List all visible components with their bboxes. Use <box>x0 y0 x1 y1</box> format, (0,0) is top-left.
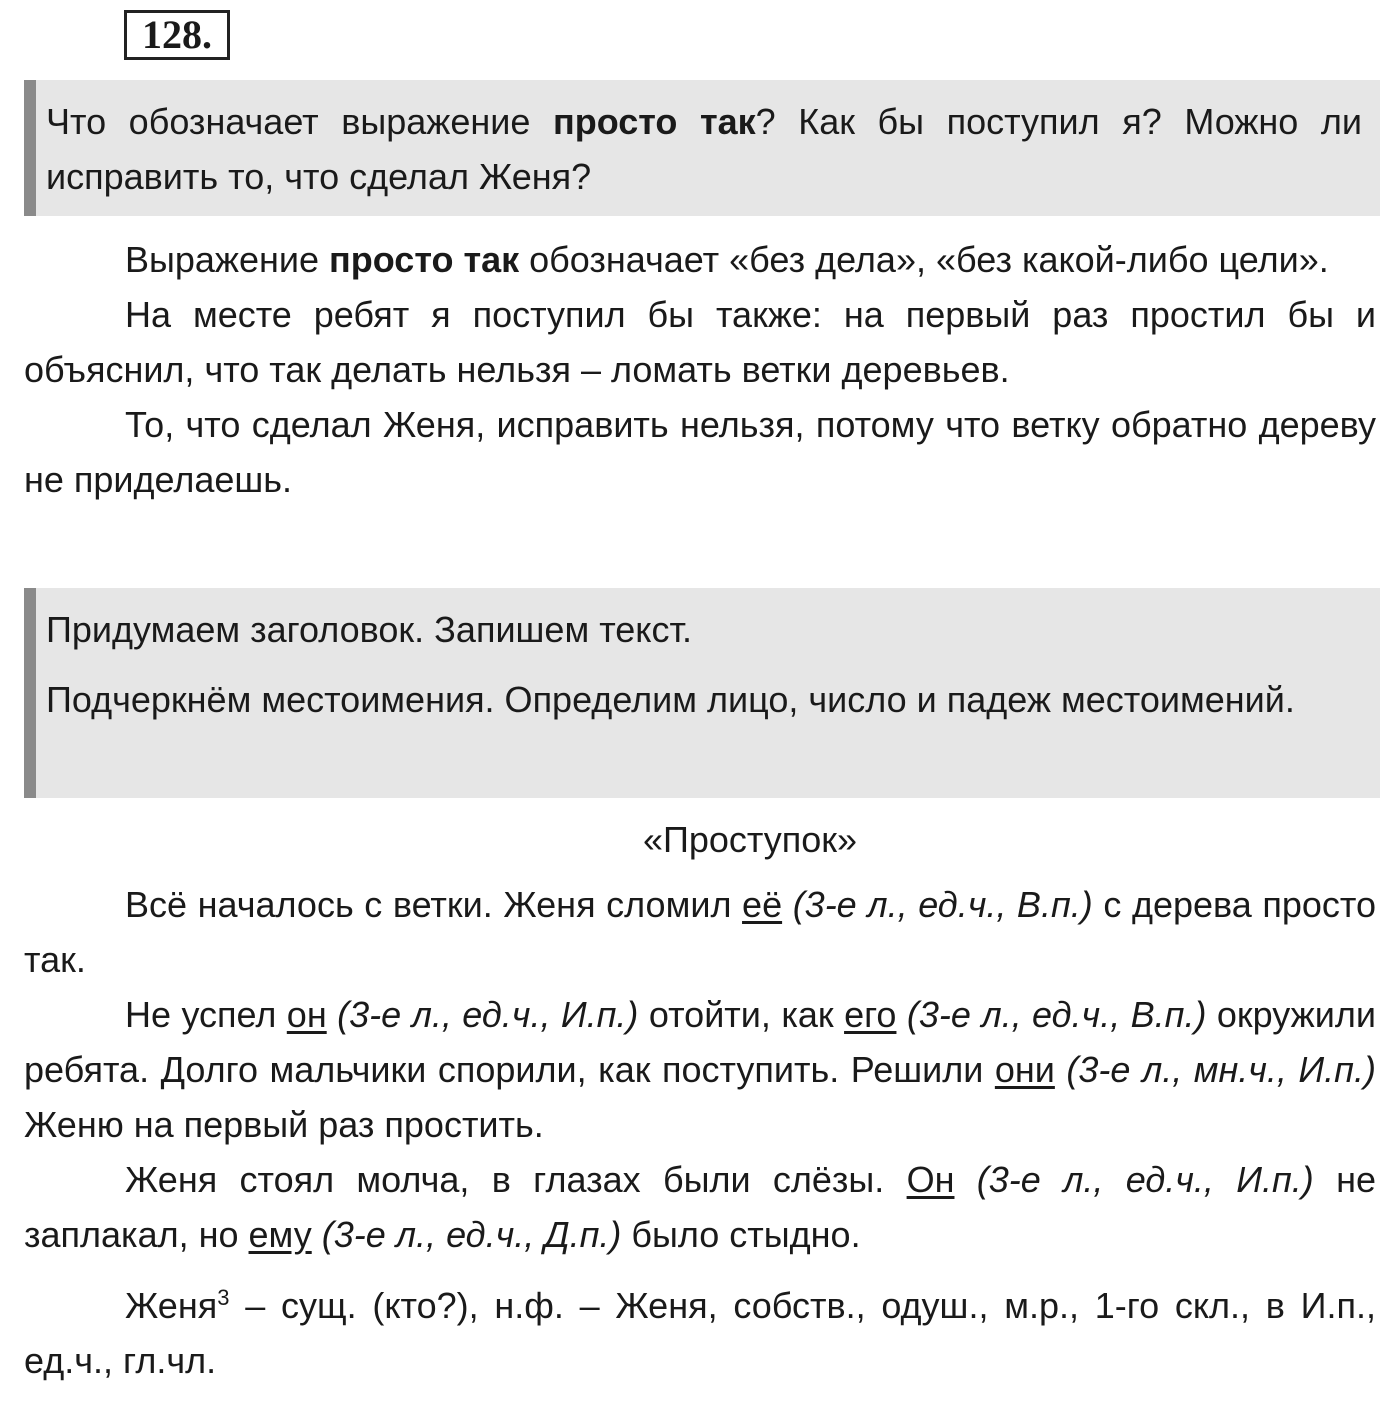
task-box-2 <box>24 588 1380 798</box>
story-text: не заплакал, но <box>24 1159 1376 1255</box>
task2-line-2: Подчеркнём местоимения. Определим лицо, число и падеж местоимений. <box>46 679 1295 720</box>
pronoun-annotation: (3-е л., ед.ч., И.п.) <box>337 994 639 1035</box>
answer-p1-end: обозначает «без дела», «без какой-либо цели». <box>519 239 1329 280</box>
pronoun: его <box>844 994 897 1035</box>
answer-section <box>24 232 1376 507</box>
task2-line-1: Придумаем заголовок. Запишем текст. <box>46 609 692 650</box>
pronoun-annotation: (3-е л., мн.ч., И.п.) <box>1066 1049 1376 1090</box>
task1-text-start: Что обозначает выражение <box>46 101 553 142</box>
story-title: «Проступок» <box>642 819 858 860</box>
answer-paragraph-1 <box>24 232 1376 287</box>
story-text: Женя стоял молча, в глазах были слёзы. <box>125 1159 907 1200</box>
task-box-1 <box>24 80 1380 216</box>
answer-p1-start: Выражение <box>125 239 330 280</box>
pronoun-annotation: (3-е л., ед.ч., Д.п.) <box>321 1214 622 1255</box>
morphology-word: Женя <box>125 1285 218 1326</box>
pronoun: ему <box>248 1214 312 1255</box>
story-text: Не успел <box>125 994 287 1035</box>
morphology-section <box>24 1278 1376 1388</box>
answer-paragraph-3: То, что сделал Женя, исправить нельзя, потому что ветку обратно дереву не приделаешь. <box>24 404 1376 500</box>
story-paragraph-1 <box>24 877 1376 987</box>
story-text: Всё началось с ветки. Женя сломил <box>125 884 743 925</box>
pronoun-annotation: (3-е л., ед.ч., В.п.) <box>906 994 1207 1035</box>
story-text: окружили ребята. Долго мальчики спорили, как поступить. Решили <box>24 994 1376 1090</box>
story-paragraph-2 <box>24 987 1376 1152</box>
pronoun-annotation: (3-е л., ед.ч., И.п.) <box>976 1159 1314 1200</box>
story-paragraph-3 <box>24 1152 1376 1262</box>
story-text: отойти, как <box>638 994 845 1035</box>
morphology-text: – сущ. (кто?), н.ф. – Женя, собств., одуш., м.р., 1-го скл., в И.п., ед.ч., гл.чл. <box>24 1285 1376 1381</box>
story-section <box>24 877 1376 1262</box>
pronoun: её <box>742 884 783 925</box>
answer-p1-bold: просто так <box>329 239 520 280</box>
morphology-paragraph <box>24 1278 1376 1388</box>
answer-paragraph-2: На месте ребят я поступил бы также: на первый раз простил бы и объяснил, что так делать нельзя – ломать ветки деревьев. <box>24 294 1376 390</box>
pronoun: он <box>286 994 327 1035</box>
pronoun: Он <box>906 1159 955 1200</box>
pronoun: они <box>994 1049 1055 1090</box>
task1-bold-phrase: просто так <box>552 101 756 142</box>
morphology-superscript: 3 <box>217 1285 230 1310</box>
pronoun-annotation: (3-е л., ед.ч., В.п.) <box>792 884 1093 925</box>
story-text: с дерева просто так. <box>24 884 1376 980</box>
exercise-number: 128. <box>124 10 230 60</box>
story-text: Женю на первый раз простить. <box>24 1104 544 1145</box>
task1-text-end: ? Как бы поступил я? Можно ли исправить то, что сделал Женя? <box>46 101 1363 197</box>
story-text: было стыдно. <box>621 1214 861 1255</box>
